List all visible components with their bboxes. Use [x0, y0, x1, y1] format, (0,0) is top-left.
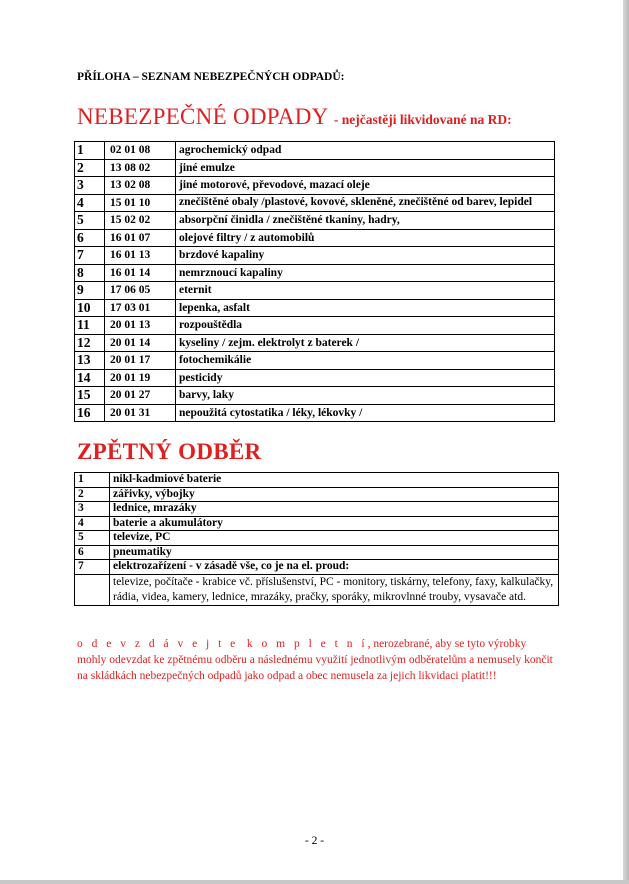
row-number: 6 [75, 229, 105, 247]
table-row [75, 545, 559, 560]
row-number: 4 [75, 194, 105, 212]
waste-description: znečištěné obaly /plastové, kovové, skleněné, znečištěné od barev, lepidel [176, 194, 555, 212]
row-number: 8 [75, 264, 105, 282]
waste-code: 20 01 19 [105, 369, 176, 387]
item-description: televize, PC [110, 531, 559, 546]
table-row [75, 334, 555, 352]
row-number: 13 [75, 352, 105, 370]
row-number: 5 [75, 212, 105, 230]
waste-description: kyseliny / zejm. elektrolyt z baterek / [176, 334, 555, 352]
row-number: 1 [75, 142, 105, 160]
page-number: - 2 - [304, 835, 325, 847]
table-row [75, 282, 555, 300]
waste-code: 20 01 13 [105, 317, 176, 335]
table-row [75, 531, 559, 546]
row-number: 7 [75, 247, 105, 265]
waste-code: 13 08 02 [105, 159, 176, 177]
waste-description: jiné motorové, převodové, mazací oleje [176, 177, 555, 195]
waste-description: jiné emulze [176, 159, 555, 177]
table-row [75, 142, 555, 160]
take-back-table [74, 472, 559, 606]
waste-code: 16 01 13 [105, 247, 176, 265]
row-number: 10 [75, 299, 105, 317]
waste-description: nepoužitá cytostatika / léky, lékovky / [176, 404, 555, 422]
waste-code: 17 03 01 [105, 299, 176, 317]
take-back-note [77, 636, 557, 684]
waste-code: 15 01 10 [105, 194, 176, 212]
row-number: 16 [75, 404, 105, 422]
row-number: 5 [75, 531, 110, 546]
row-number: 2 [75, 487, 110, 502]
row-number: 6 [75, 545, 110, 560]
table-row [75, 387, 555, 405]
waste-code: 20 01 14 [105, 334, 176, 352]
table-row [75, 560, 559, 575]
table-row [75, 229, 555, 247]
waste-code: 15 02 02 [105, 212, 176, 230]
row-number: 15 [75, 387, 105, 405]
item-description: lednice, mrazáky [110, 502, 559, 517]
table-row-detail [75, 574, 559, 605]
item-description: pneumatiky [110, 545, 559, 560]
item-description: baterie a akumulátory [110, 516, 559, 531]
row-number: 3 [75, 177, 105, 195]
waste-code: 20 01 17 [105, 352, 176, 370]
row-number: 12 [75, 334, 105, 352]
waste-description: pesticidy [176, 369, 555, 387]
row-number: 1 [75, 473, 110, 488]
waste-code: 13 02 08 [105, 177, 176, 195]
row-number: 14 [75, 369, 105, 387]
waste-code: 16 01 07 [105, 229, 176, 247]
row-number: 4 [75, 516, 110, 531]
note-emphasis-complete: k o m p l e t n í [246, 638, 368, 650]
take-back-heading: ZPĚTNÝ ODBĚR [77, 439, 262, 464]
waste-description: rozpouštědla [176, 317, 555, 335]
hazardous-waste-title: NEBEZPEČNÉ ODPADY [77, 104, 329, 129]
table-row [75, 247, 555, 265]
empty-cell [75, 574, 110, 605]
table-row [75, 264, 555, 282]
hazardous-waste-table [74, 141, 555, 422]
waste-description: fotochemikálie [176, 352, 555, 370]
waste-description: brzdové kapaliny [176, 247, 555, 265]
hazardous-waste-subtitle: - nejčastěji likvidované na RD: [330, 112, 512, 127]
table-row [75, 473, 559, 488]
page-edge-bottom [0, 880, 629, 884]
waste-description: lepenka, asfalt [176, 299, 555, 317]
table-row [75, 502, 559, 517]
item-description: elektrozařízení - v zásadě vše, co je na el. proud: [110, 560, 559, 575]
waste-code: 20 01 27 [105, 387, 176, 405]
row-number: 3 [75, 502, 110, 517]
item-description: nikl-kadmiové baterie [110, 473, 559, 488]
table-row [75, 212, 555, 230]
table-row [75, 159, 555, 177]
waste-description: barvy, laky [176, 387, 555, 405]
item-description: zářivky, výbojky [110, 487, 559, 502]
appendix-heading: PŘÍLOHA – SEZNAM NEBEZPEČNÝCH ODPADŮ: [77, 71, 345, 83]
waste-code: 17 06 05 [105, 282, 176, 300]
table-row [75, 516, 559, 531]
row-number: 9 [75, 282, 105, 300]
waste-code: 02 01 08 [105, 142, 176, 160]
waste-code: 20 01 31 [105, 404, 176, 422]
waste-description: absorpční činidla / znečištěné tkaniny, hadry, [176, 212, 555, 230]
waste-description: agrochemický odpad [176, 142, 555, 160]
row-number: 7 [75, 560, 110, 575]
table-row [75, 177, 555, 195]
table-row [75, 352, 555, 370]
table-row [75, 404, 555, 422]
table-row [75, 194, 555, 212]
waste-code: 16 01 14 [105, 264, 176, 282]
table-row [75, 369, 555, 387]
electronics-detail: televize, počítače - krabice vč. příslušenství, PC - monitory, tiskárny, telefony, faxy, kalkulačky, rádia, videa, kamery, lednice, mrazáky, pračky, sporáky, mikrovlnné trouby, vysavače atd. [110, 574, 559, 605]
waste-description: nemrznoucí kapaliny [176, 264, 555, 282]
table-row [75, 299, 555, 317]
hazardous-waste-heading [77, 104, 512, 130]
note-emphasis-hand-in: o d e v z d á v e j t e [77, 638, 239, 650]
row-number: 11 [75, 317, 105, 335]
row-number: 2 [75, 159, 105, 177]
table-row [75, 317, 555, 335]
note-text: , nerozebrané, aby se tyto výrobky mohly odevzdat ke zpětnému odběru a následnému využití jednotlivým odběratelům a nemusely končit na skládkách nebezpečných odpadů jako odpad a obec nemusela za jejich likvidaci platit!!! [77, 638, 553, 682]
table-row [75, 487, 559, 502]
waste-description: olejové filtry / z automobilů [176, 229, 555, 247]
waste-description: eternit [176, 282, 555, 300]
page-edge-right [623, 0, 629, 884]
